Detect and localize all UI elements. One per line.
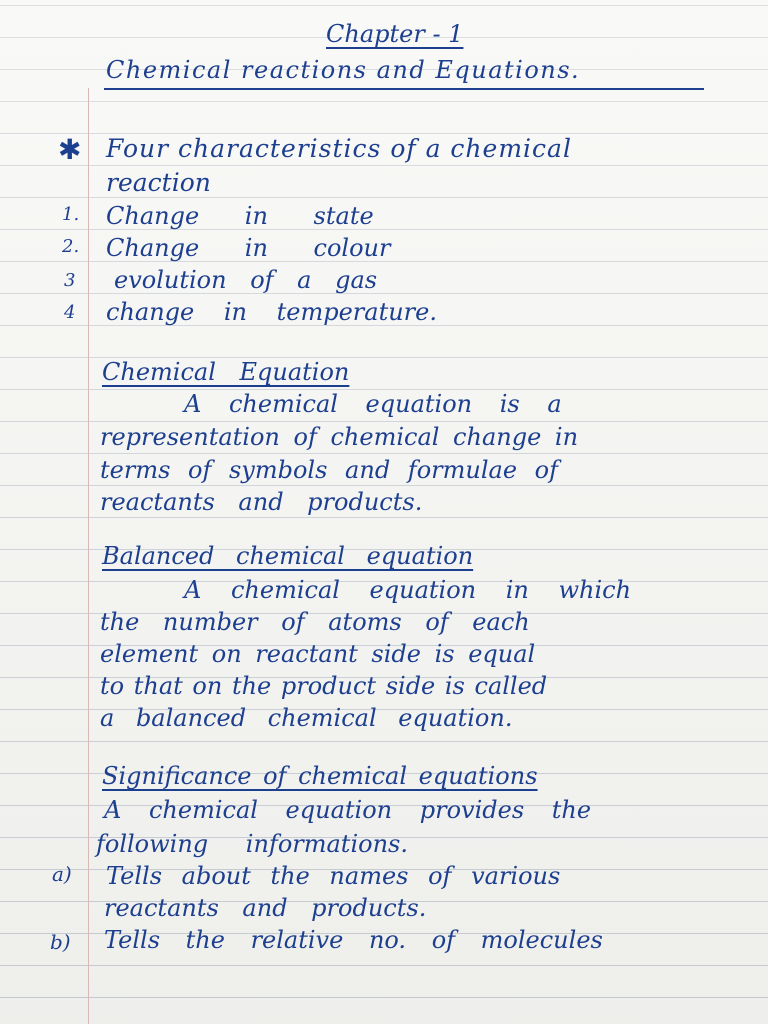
paragraph-line: a balanced chemical equation. bbox=[100, 704, 513, 732]
characteristics-heading-cont: reaction bbox=[106, 168, 211, 197]
list-number: 1. bbox=[62, 204, 80, 225]
list-item: Change in colour bbox=[106, 234, 391, 262]
paragraph-line: reactants and products. bbox=[100, 488, 423, 516]
list-number: 3 bbox=[64, 270, 76, 291]
list-item: evolution of a gas bbox=[114, 266, 378, 294]
chemical-equation-heading: Chemical Equation bbox=[102, 358, 350, 386]
paragraph-line: reactants and products. bbox=[104, 894, 427, 922]
title-underline bbox=[104, 88, 704, 90]
list-item: change in temperature. bbox=[106, 298, 437, 326]
chapter-title: Chemical reactions and Equations. bbox=[106, 56, 581, 84]
list-item: Change in state bbox=[106, 202, 374, 230]
list-number: 4 bbox=[64, 302, 76, 323]
star-icon: ✱ bbox=[58, 133, 82, 166]
paragraph-line: representation of chemical change in bbox=[100, 423, 579, 451]
paragraph-line: Tells the relative no. of molecules bbox=[104, 926, 603, 954]
paragraph-line: A chemical equation in which bbox=[184, 576, 632, 604]
significance-heading: Significance of chemical equations bbox=[102, 762, 538, 790]
paragraph-line: the number of atoms of each bbox=[100, 608, 530, 636]
paragraph-line: element on reactant side is equal bbox=[100, 640, 536, 668]
balanced-equation-heading: Balanced chemical equation bbox=[102, 542, 474, 570]
paragraph-line: to that on the product side is called bbox=[100, 672, 548, 700]
paragraph-line: Tells about the names of various bbox=[106, 862, 561, 890]
margin-line bbox=[88, 88, 89, 1024]
list-number: 2. bbox=[62, 236, 80, 257]
paragraph-line: A chemical equation provides the bbox=[104, 796, 592, 824]
characteristics-heading: Four characteristics of a chemical bbox=[106, 134, 572, 163]
item-label: a) bbox=[52, 862, 72, 886]
paragraph-line: following informations. bbox=[96, 830, 408, 858]
paragraph-line: terms of symbols and formulae of bbox=[100, 456, 558, 484]
item-label: b) bbox=[50, 930, 71, 954]
chapter-heading: Chapter - 1 bbox=[326, 20, 464, 48]
paragraph-line: A chemical equation is a bbox=[184, 390, 562, 418]
